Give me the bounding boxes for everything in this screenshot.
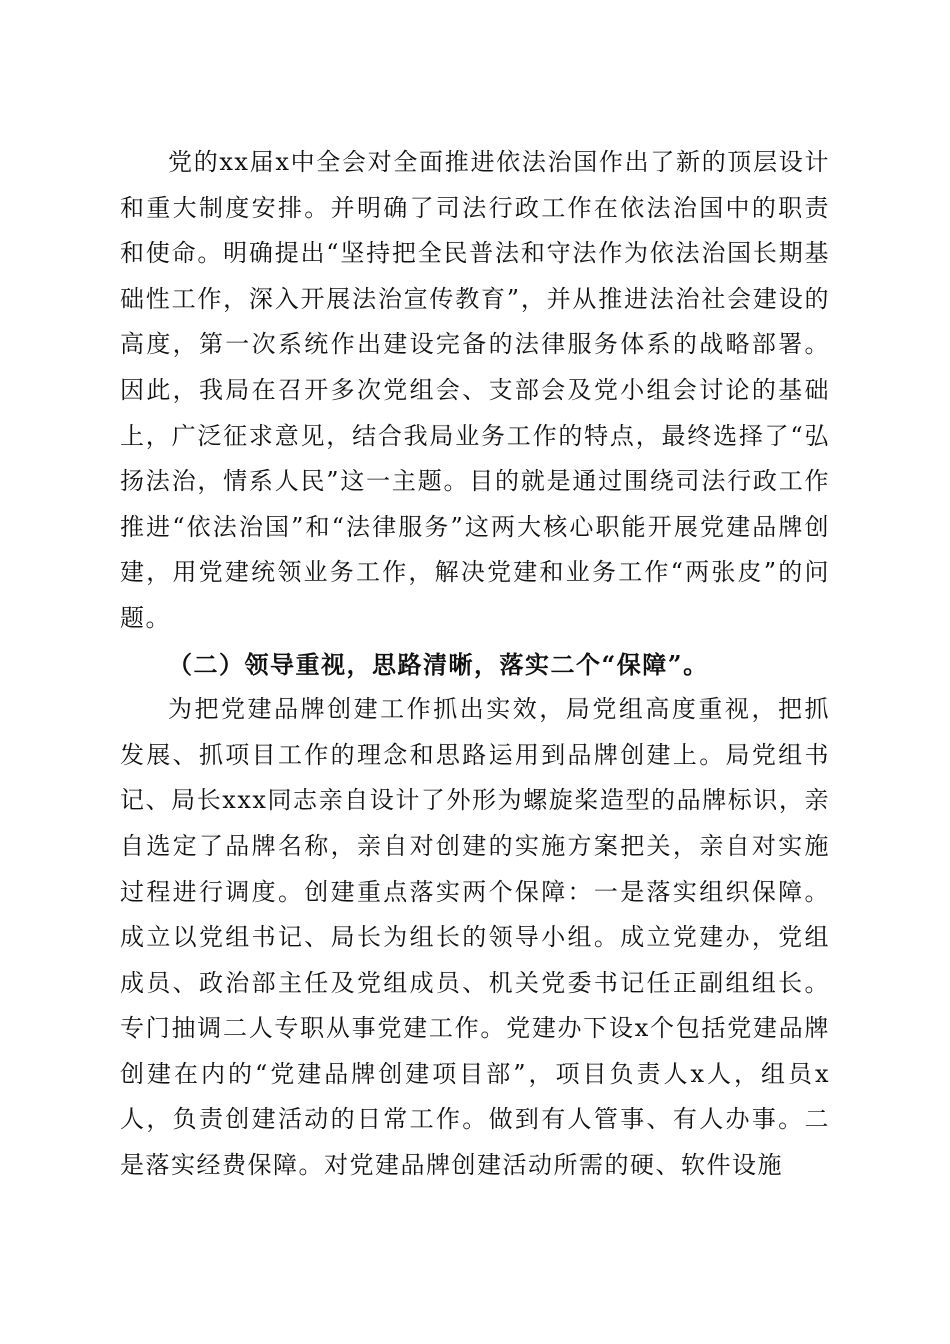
document-body — [120, 140, 830, 1189]
paragraph: 为把党建品牌创建工作抓出实效，局党组高度重视，把抓发展、抓项目工作的理念和思路运用到品牌创建上。局党组书记、局长xxx同志亲自设计了外形为螺旋桨造型的品牌标识，亲自选定了品牌名称，亲自对创建的实施方案把关，亲自对实施过程进行调度。创建重点落实两个保障：一是落实组织保障。成立以党组书记、局长为组长的领导小组。成立党建办，党组成员、政治部主任及党组成员、机关党委书记任正副组组长。专门抽调二人专职从事党建工作。党建办下设x个包括党建品牌创建在内的“党建品牌创建项目部”，项目负责人x人，组员x人，负责创建活动的日常工作。做到有人管事、有人办事。二是落实经费保障。对党建品牌创建活动所需的硬、软件设施 — [120, 695, 830, 1180]
section-heading: （二）领导重视，思路清晰，落实二个“保障”。 — [168, 649, 709, 679]
paragraph: 党的xx届x中全会对全面推进依法治国作出了新的顶层设计和重大制度安排。并明确了司法行政工作在依法治国中的职责和使命。明确提出“坚持把全民普法和守法作为依法治国长期基础性工作，深入开展法治宣传教育”，并从推进法治社会建设的高度，第一次系统作出建设完备的法律服务体系的战略部署。因此，我局在召开多次党组会、支部会及党小组会讨论的基础上，广泛征求意见，结合我局业务工作的特点，最终选择了“弘扬法治，情系人民”这一主题。目的就是通过围绕司法行政工作推进“依法治国”和“法律服务”这两大核心职能开展党建品牌创建，用党建统领业务工作，解决党建和业务工作“两张皮”的问题。 — [120, 148, 830, 632]
